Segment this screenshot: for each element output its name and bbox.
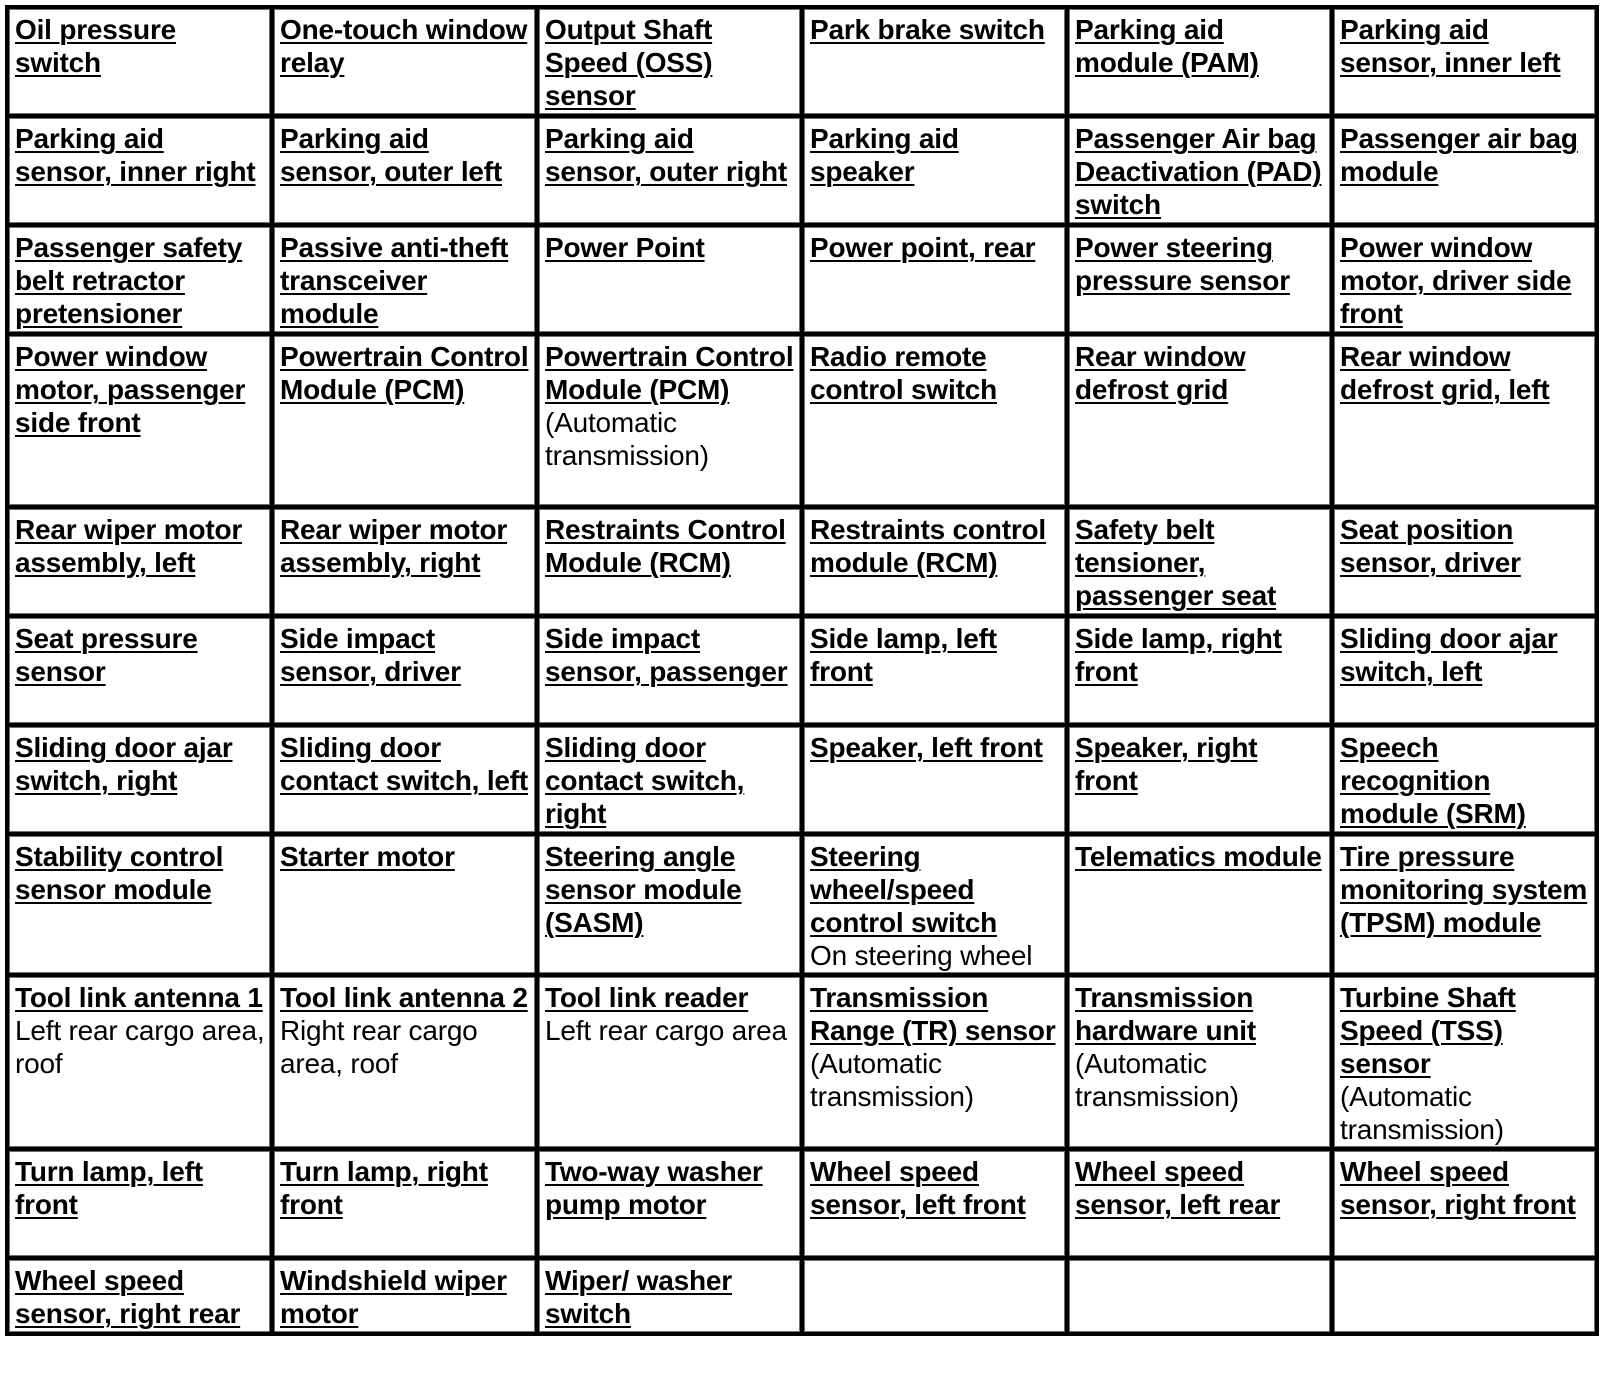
component-location-note: Right rear cargo area, roof (280, 1015, 478, 1079)
table-cell (274, 336, 535, 505)
table-cell (1334, 336, 1595, 505)
component-link[interactable]: Park brake switch (810, 14, 1045, 45)
component-link[interactable]: Speaker, left front (810, 732, 1043, 763)
component-link[interactable]: Powertrain Control Module (PCM) (545, 341, 794, 405)
component-link[interactable]: Wiper/ washer switch (545, 1265, 732, 1329)
table-cell (274, 618, 535, 723)
component-link[interactable]: Side lamp, right front (1075, 623, 1282, 687)
table-cell (274, 9, 535, 114)
component-link[interactable]: Turbine Shaft Speed (TSS) sensor (1340, 982, 1516, 1079)
component-location-note: Left rear cargo area (545, 1015, 787, 1046)
table-cell (274, 836, 535, 973)
table-cell (1069, 836, 1330, 973)
component-link[interactable]: Passive anti-theft transceiver module (280, 232, 509, 329)
table-cell (1334, 977, 1595, 1147)
component-index-body (9, 9, 1595, 1332)
table-cell (804, 977, 1065, 1147)
table-cell (274, 977, 535, 1147)
table-cell (804, 9, 1065, 114)
table-cell (9, 836, 270, 973)
table-cell (1334, 9, 1595, 114)
component-link[interactable]: Tire pressure monitoring system (TPSM) module (1340, 841, 1588, 938)
table-cell (539, 977, 800, 1147)
component-link[interactable]: Wheel speed sensor, left rear (1075, 1156, 1281, 1220)
table-cell (274, 227, 535, 332)
table-cell (539, 336, 800, 505)
table-cell (1069, 9, 1330, 114)
table-cell (1334, 1260, 1595, 1332)
table-cell (539, 118, 800, 223)
table-row (9, 1260, 1595, 1332)
table-cell (539, 509, 800, 614)
table-cell (1069, 1260, 1330, 1332)
component-index-table (5, 5, 1599, 1336)
component-location-note: (Automatic transmission) (1340, 1081, 1504, 1145)
component-link[interactable]: Power point, rear (810, 232, 1036, 263)
table-row (9, 836, 1595, 973)
table-cell (9, 9, 270, 114)
component-link[interactable]: Restraints Control Module (RCM) (545, 514, 786, 578)
table-cell (274, 727, 535, 832)
table-cell (274, 509, 535, 614)
component-link[interactable]: Parking aid sensor, inner left (1340, 14, 1561, 78)
component-location-note: (Automatic transmission) (1075, 1048, 1239, 1112)
table-row (9, 9, 1595, 114)
table-row (9, 509, 1595, 614)
table-cell (1334, 618, 1595, 723)
component-location-note: (Automatic transmission) (810, 1048, 974, 1112)
table-cell (9, 727, 270, 832)
component-link[interactable]: Power steering pressure sensor (1075, 232, 1290, 296)
table-cell (539, 1260, 800, 1332)
table-cell (804, 509, 1065, 614)
table-cell (9, 1151, 270, 1256)
table-cell (804, 727, 1065, 832)
component-location-note: (Automatic transmission) (545, 407, 709, 471)
component-link[interactable]: Parking aid sensor, inner right (15, 123, 256, 187)
table-cell (804, 836, 1065, 973)
table-cell (274, 1151, 535, 1256)
table-cell (9, 618, 270, 723)
component-link[interactable]: Tool link antenna 1 (15, 982, 263, 1013)
table-cell (274, 118, 535, 223)
component-link[interactable]: Restraints control module (RCM) (810, 514, 1046, 578)
component-link[interactable]: Powertrain Control Module (PCM) (280, 341, 529, 405)
component-link[interactable]: Radio remote control switch (810, 341, 997, 405)
component-link[interactable]: Power Point (545, 232, 705, 263)
component-link[interactable]: Turn lamp, left front (15, 1156, 203, 1220)
component-link[interactable]: Parking aid sensor, outer right (545, 123, 788, 187)
table-cell (804, 336, 1065, 505)
table-row (9, 336, 1595, 505)
table-cell (1334, 727, 1595, 832)
component-link[interactable]: Oil pressure switch (15, 14, 177, 78)
component-link[interactable]: Speaker, right front (1075, 732, 1258, 796)
table-cell (1069, 227, 1330, 332)
table-cell (9, 118, 270, 223)
component-index-table-wrapper (5, 5, 1595, 1336)
table-cell (1069, 1151, 1330, 1256)
table-cell (539, 836, 800, 973)
component-link[interactable]: Two-way washer pump motor (545, 1156, 763, 1220)
component-link[interactable]: Safety belt tensioner, passenger seat (1075, 514, 1277, 611)
component-link[interactable]: Sliding door contact switch, left (280, 732, 529, 796)
component-link[interactable]: Parking aid speaker (810, 123, 959, 187)
component-link[interactable]: Parking aid module (PAM) (1075, 14, 1259, 78)
table-cell (539, 618, 800, 723)
table-cell (9, 336, 270, 505)
component-link[interactable]: Wheel speed sensor, right front (1340, 1156, 1576, 1220)
table-cell (1069, 509, 1330, 614)
component-link[interactable]: Tool link antenna 2 (280, 982, 528, 1013)
table-cell (9, 1260, 270, 1332)
table-row (9, 1151, 1595, 1256)
component-link[interactable]: Parking aid sensor, outer left (280, 123, 503, 187)
component-link[interactable]: Sliding door ajar switch, left (1340, 623, 1558, 687)
table-row (9, 118, 1595, 223)
component-link[interactable]: Rear wiper motor assembly, right (280, 514, 508, 578)
component-link[interactable]: Rear window defrost grid (1075, 341, 1246, 405)
component-link[interactable]: Side lamp, left front (810, 623, 997, 687)
component-link[interactable]: Stability control sensor module (15, 841, 224, 905)
table-cell (1334, 509, 1595, 614)
table-cell (9, 227, 270, 332)
table-cell (274, 1260, 535, 1332)
table-cell (9, 977, 270, 1147)
table-cell (9, 509, 270, 614)
component-link[interactable]: Sliding door ajar switch, right (15, 732, 233, 796)
component-link[interactable]: Telematics module (1075, 841, 1322, 872)
component-link[interactable]: Passenger Air bag Deactivation (PAD) switch (1075, 123, 1322, 220)
component-link[interactable]: Sliding door contact switch, right (545, 732, 745, 829)
table-cell (1069, 336, 1330, 505)
component-link[interactable]: Side impact sensor, driver (280, 623, 461, 687)
component-link[interactable]: One-touch window relay (280, 14, 528, 78)
component-link[interactable]: Rear window defrost grid, left (1340, 341, 1550, 405)
component-link[interactable]: Passenger safety belt retractor pretensioner (15, 232, 243, 329)
table-cell (804, 118, 1065, 223)
component-link[interactable]: Seat pressure sensor (15, 623, 198, 687)
table-cell (1069, 618, 1330, 723)
component-location-note: On steering wheel (810, 940, 1033, 971)
table-cell (539, 1151, 800, 1256)
component-link[interactable]: Windshield wiper motor (280, 1265, 507, 1329)
table-row (9, 618, 1595, 723)
component-link[interactable]: Power window motor, passenger side front (15, 341, 246, 438)
component-link[interactable]: Starter motor (280, 841, 455, 872)
table-row (9, 727, 1595, 832)
table-cell (1334, 836, 1595, 973)
table-cell (539, 9, 800, 114)
component-link[interactable]: Steering angle sensor module (SASM) (545, 841, 742, 938)
table-cell (804, 1151, 1065, 1256)
table-row (9, 977, 1595, 1147)
component-link[interactable]: Passenger air bag module (1340, 123, 1578, 187)
component-link[interactable]: Tool link reader (545, 982, 749, 1013)
component-link[interactable]: Steering wheel/speed control switch (810, 841, 997, 938)
component-link[interactable]: Seat position sensor, driver (1340, 514, 1521, 578)
component-link[interactable]: Speech recognition module (SRM) (1340, 732, 1526, 829)
component-link[interactable]: Power window motor, driver side front (1340, 232, 1572, 329)
table-cell (804, 618, 1065, 723)
component-link[interactable]: Side impact sensor, passenger (545, 623, 788, 687)
table-cell (539, 727, 800, 832)
table-cell (804, 227, 1065, 332)
table-row (9, 227, 1595, 332)
component-link[interactable]: Wheel speed sensor, left front (810, 1156, 1026, 1220)
table-cell (1334, 227, 1595, 332)
table-cell (1069, 727, 1330, 832)
table-cell (804, 1260, 1065, 1332)
component-location-note: Left rear cargo area, roof (15, 1015, 265, 1079)
component-link[interactable]: Turn lamp, right front (280, 1156, 488, 1220)
table-cell (1334, 1151, 1595, 1256)
table-cell (1069, 977, 1330, 1147)
component-link[interactable]: Transmission Range (TR) sensor (810, 982, 1056, 1046)
component-link[interactable]: Wheel speed sensor, right rear (15, 1265, 241, 1329)
component-link[interactable]: Transmission hardware unit (1075, 982, 1256, 1046)
component-link[interactable]: Output Shaft Speed (OSS) sensor (545, 14, 713, 111)
table-cell (539, 227, 800, 332)
table-cell (1334, 118, 1595, 223)
component-link[interactable]: Rear wiper motor assembly, left (15, 514, 243, 578)
table-cell (1069, 118, 1330, 223)
